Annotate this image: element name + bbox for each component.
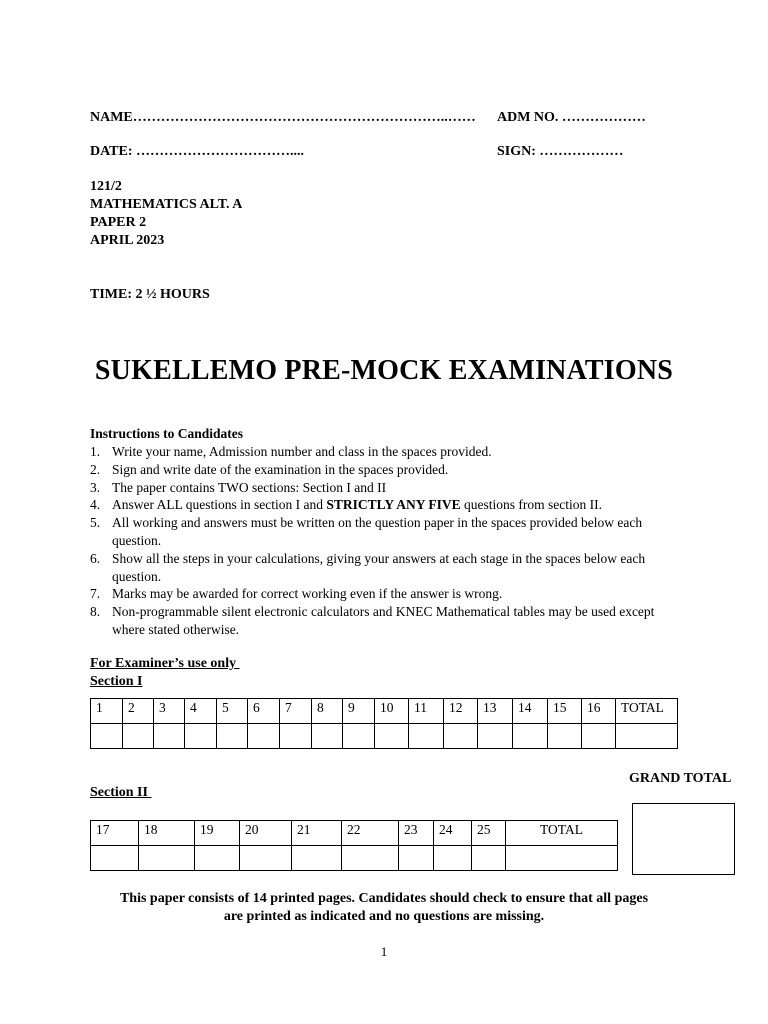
total-cell[interactable]: [616, 724, 678, 749]
score-cell[interactable]: [217, 724, 248, 749]
instruction-item: [90, 550, 654, 586]
section-1-score-row: [91, 724, 678, 749]
score-cell[interactable]: [139, 846, 195, 871]
date-field[interactable]: DATE: ……………………………....: [90, 144, 305, 159]
instruction-item: [90, 585, 654, 603]
score-cell[interactable]: [342, 846, 399, 871]
adm-no-field[interactable]: ADM NO. ………………: [497, 110, 646, 125]
footer-notice: [0, 890, 768, 926]
page-number: 1: [380, 944, 388, 959]
instructions-list: [90, 443, 654, 639]
score-cell[interactable]: [399, 846, 434, 871]
score-cell[interactable]: [91, 724, 123, 749]
section-1-question-header: 13: [478, 699, 513, 724]
section-2-question-header: 25: [472, 821, 506, 846]
instruction-text: Marks may be awarded for correct working even if the answer is wrong.: [112, 586, 503, 602]
instruction-text-continued: question.: [112, 532, 162, 548]
name-field[interactable]: NAME…………………………………………………………..……: [90, 110, 476, 125]
instruction-text: questions from section II.: [460, 497, 602, 513]
section-1-question-header: 4: [185, 699, 217, 724]
section-1-question-header: 10: [375, 699, 409, 724]
section-1-table: [90, 698, 678, 749]
score-cell[interactable]: [154, 724, 185, 749]
section-2-question-header: 21: [292, 821, 342, 846]
score-cell[interactable]: [444, 724, 478, 749]
instruction-number: 3.: [90, 479, 101, 495]
score-cell[interactable]: [472, 846, 506, 871]
score-cell[interactable]: [91, 846, 139, 871]
instruction-number: 7.: [90, 586, 101, 602]
score-cell[interactable]: [409, 724, 444, 749]
score-cell[interactable]: [548, 724, 582, 749]
score-cell[interactable]: [312, 724, 343, 749]
score-cell[interactable]: [248, 724, 280, 749]
section-2-question-header: 24: [434, 821, 472, 846]
instruction-number: 5.: [90, 515, 101, 531]
section-1-question-header: 15: [548, 699, 582, 724]
section-2-question-header: 18: [139, 821, 195, 846]
section-2-table: [90, 820, 618, 871]
paper-time: TIME: 2 ½ HOURS: [90, 287, 210, 302]
section-2-header-row: [91, 821, 618, 846]
score-cell[interactable]: [185, 724, 217, 749]
instruction-text: Write your name, Admission number and class in the spaces provided.: [112, 444, 492, 459]
section-1-label: Section I: [90, 674, 143, 689]
section-1-total-header: TOTAL: [616, 699, 678, 724]
instruction-text: All working and answers must be written on the question paper in the spaces provided below each: [112, 515, 643, 531]
sign-field[interactable]: SIGN: ………………: [497, 144, 624, 159]
section-1-question-header: 16: [582, 699, 616, 724]
section-2-question-header: 17: [91, 821, 139, 846]
section-2-total-header: TOTAL: [506, 821, 618, 846]
score-cell[interactable]: [195, 846, 240, 871]
instruction-number: 8.: [90, 604, 101, 620]
score-cell[interactable]: [123, 724, 154, 749]
instruction-item: [90, 479, 654, 497]
section-2-question-header: 23: [399, 821, 434, 846]
instruction-text: Non-programmable silent electronic calculators and KNEC Mathematical tables may be used except: [112, 604, 655, 620]
instruction-number: 1.: [90, 444, 101, 459]
instruction-text-continued: where stated otherwise.: [112, 621, 240, 637]
instruction-item: [90, 514, 654, 550]
instruction-text-continued: question.: [112, 568, 162, 584]
score-cell[interactable]: [513, 724, 548, 749]
score-cell[interactable]: [582, 724, 616, 749]
section-1-question-header: 8: [312, 699, 343, 724]
section-2-question-header: 22: [342, 821, 399, 846]
instruction-number: 4.: [90, 497, 101, 513]
section-1-question-header: 12: [444, 699, 478, 724]
grand-total-box[interactable]: [632, 803, 735, 875]
paper-subject: MATHEMATICS ALT. A: [90, 197, 243, 212]
instruction-text: Show all the steps in your calculations, giving your answers at each stage in the spaces below each: [112, 550, 646, 566]
score-cell[interactable]: [280, 724, 312, 749]
section-2-question-header: 19: [195, 821, 240, 846]
instruction-text: Answer ALL questions in section I and: [112, 497, 327, 513]
instructions-heading: Instructions to Candidates: [90, 426, 244, 441]
paper-info: [90, 178, 242, 250]
section-1-question-header: 7: [280, 699, 312, 724]
score-cell[interactable]: [292, 846, 342, 871]
paper-number: PAPER 2: [90, 215, 147, 230]
footer-line-1: This paper consists of 14 printed pages. Candidates should check to ensure that all pages: [119, 891, 649, 906]
section-1-header-row: [91, 699, 678, 724]
instruction-number: 6.: [90, 550, 101, 566]
grand-total-label: GRAND TOTAL: [629, 771, 732, 786]
instruction-number: 2.: [90, 461, 101, 477]
instruction-item: [90, 496, 654, 514]
section-1-question-header: 3: [154, 699, 185, 724]
section-2-question-header: 20: [240, 821, 292, 846]
section-1-question-header: 9: [343, 699, 375, 724]
examiner-use-label: For Examiner’s use only: [90, 656, 240, 671]
instruction-text: The paper contains TWO sections: Section I and II: [112, 479, 387, 495]
score-cell[interactable]: [240, 846, 292, 871]
section-1-question-header: 2: [123, 699, 154, 724]
instruction-emphasis: STRICTLY ANY FIVE: [326, 497, 461, 513]
exam-title: SUKELLEMO PRE-MOCK EXAMINATIONS: [94, 355, 674, 386]
instruction-item: [90, 443, 654, 461]
paper-date: APRIL 2023: [90, 233, 165, 248]
section-2-label: Section II: [90, 785, 152, 800]
section-1-question-header: 14: [513, 699, 548, 724]
score-cell[interactable]: [434, 846, 472, 871]
instruction-item: [90, 461, 654, 479]
footer-line-2: are printed as indicated and no questions are missing.: [223, 909, 545, 924]
instruction-item: [90, 603, 654, 639]
section-1-question-header: 11: [409, 699, 444, 724]
section-1-question-header: 1: [91, 699, 123, 724]
total-cell[interactable]: [506, 846, 618, 871]
score-cell[interactable]: [343, 724, 375, 749]
paper-code: 121/2: [90, 179, 122, 194]
score-cell[interactable]: [375, 724, 409, 749]
section-2-score-row: [91, 846, 618, 871]
section-1-question-header: 6: [248, 699, 280, 724]
score-cell[interactable]: [478, 724, 513, 749]
section-1-question-header: 5: [217, 699, 248, 724]
instruction-text: Sign and write date of the examination in the spaces provided.: [112, 461, 449, 477]
